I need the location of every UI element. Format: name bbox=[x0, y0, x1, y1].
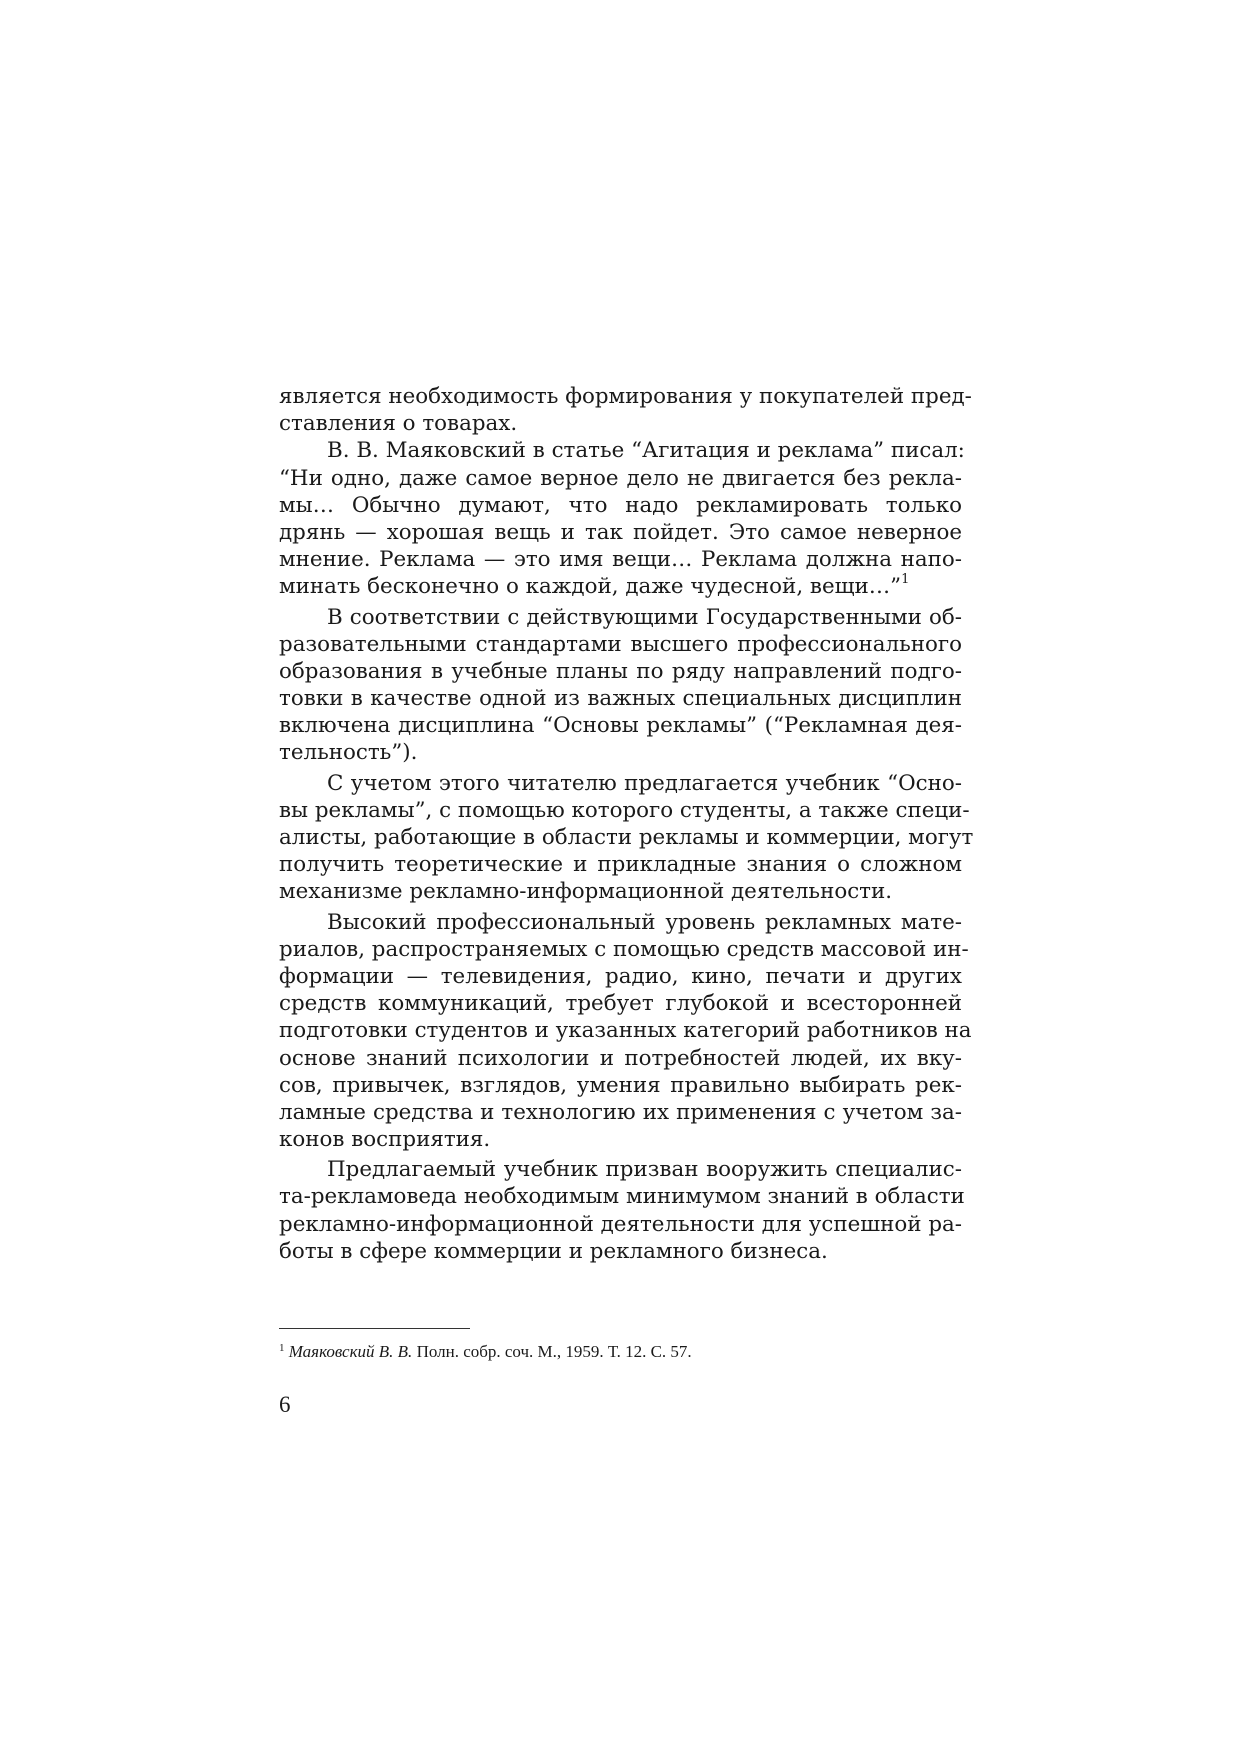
main-text bbox=[279, 383, 974, 1265]
text-line: разовательными стандартами высшего профессионального bbox=[279, 631, 962, 657]
paragraph-6 bbox=[279, 1156, 965, 1265]
text-line: механизме рекламно-информационной деятельности. bbox=[279, 879, 893, 905]
paragraph-4 bbox=[279, 770, 974, 906]
text-line: сов, привычек, взглядов, умения правильно выбирать рек- bbox=[279, 1072, 962, 1098]
text-line: “Ни одно, даже самое верное дело не двигается без рекла- bbox=[279, 465, 962, 491]
text-line: получить теоретические и прикладные знания о сложном bbox=[279, 852, 962, 878]
footnote-author: Маяковский В. В. bbox=[288, 1342, 413, 1361]
text-line: боты в сфере коммерции и рекламного бизнеса. bbox=[279, 1238, 828, 1264]
footnote-mark: 1 bbox=[279, 1342, 285, 1354]
text-line bbox=[279, 573, 962, 600]
text-line: вы рекламы”, с помощью которого студенты, а также специ- bbox=[279, 797, 970, 823]
footnote-reference[interactable]: 1 bbox=[901, 572, 910, 588]
text-line: ламные средства и технологию их применения с учетом за- bbox=[279, 1099, 962, 1125]
text-line: алисты, работающие в области рекламы и коммерции, могут bbox=[279, 825, 974, 850]
text-line: В соответствии с действующими Государственными об- bbox=[327, 604, 962, 630]
paragraph-2 bbox=[279, 437, 965, 600]
page-number: 6 bbox=[279, 1392, 291, 1417]
text-line: подготовки студентов и указанных категорий работников на bbox=[279, 1018, 972, 1044]
text-line: формации — телевидения, радио, кино, печати и других bbox=[279, 963, 962, 989]
text-line: образования в учебные планы по ряду направлений подго- bbox=[279, 658, 962, 684]
text-line: мнение. Реклама — это имя вещи… Реклама должна напо- bbox=[279, 547, 962, 573]
text-line: ставления о товарах. bbox=[279, 411, 518, 437]
text-line: тельность”). bbox=[279, 740, 418, 766]
text-line: Предлагаемый учебник призван вооружить специалис- bbox=[327, 1157, 962, 1183]
text-line: товки в качестве одной из важных специальных дисциплин bbox=[279, 686, 962, 712]
paragraph-5 bbox=[279, 909, 972, 1154]
text-line: является необходимость формирования у покупателей пред- bbox=[279, 384, 972, 409]
text-line: конов восприятия. bbox=[279, 1127, 491, 1153]
text-line-content: минать бесконечно о каждой, даже чудесной, вещи…” bbox=[279, 574, 902, 600]
text-line: Высокий профессиональный уровень рекламных мате- bbox=[327, 909, 962, 935]
footnote bbox=[279, 1341, 962, 1363]
text-line: та-рекламоведа необходимым минимумом знаний в области bbox=[279, 1184, 965, 1210]
text-line: включена дисциплина “Основы рекламы” (“Рекламная дея- bbox=[279, 713, 962, 739]
paragraph-3 bbox=[279, 604, 962, 767]
text-line: рекламно-информационной деятельности для успешной ра- bbox=[279, 1211, 962, 1237]
text-line: С учетом этого читателю предлагается учебник “Осно- bbox=[327, 770, 962, 796]
text-line: В. В. Маяковский в статье “Агитация и реклама” писал: bbox=[327, 438, 965, 464]
footnote-divider bbox=[279, 1328, 470, 1329]
footnote-text: Полн. собр. соч. М., 1959. Т. 12. С. 57. bbox=[412, 1342, 692, 1361]
text-line: средств коммуникаций, требует глубокой и всесторонней bbox=[279, 991, 962, 1017]
paragraph-1 bbox=[279, 383, 972, 437]
text-line: дрянь — хорошая вещь и так пойдет. Это самое неверное bbox=[279, 519, 962, 545]
text-line: риалов, распространяемых с помощью средств массовой ин- bbox=[279, 936, 969, 962]
text-line: основе знаний психологии и потребностей людей, их вку- bbox=[279, 1045, 962, 1071]
text-line: мы… Обычно думают, что надо рекламировать только bbox=[279, 492, 962, 518]
